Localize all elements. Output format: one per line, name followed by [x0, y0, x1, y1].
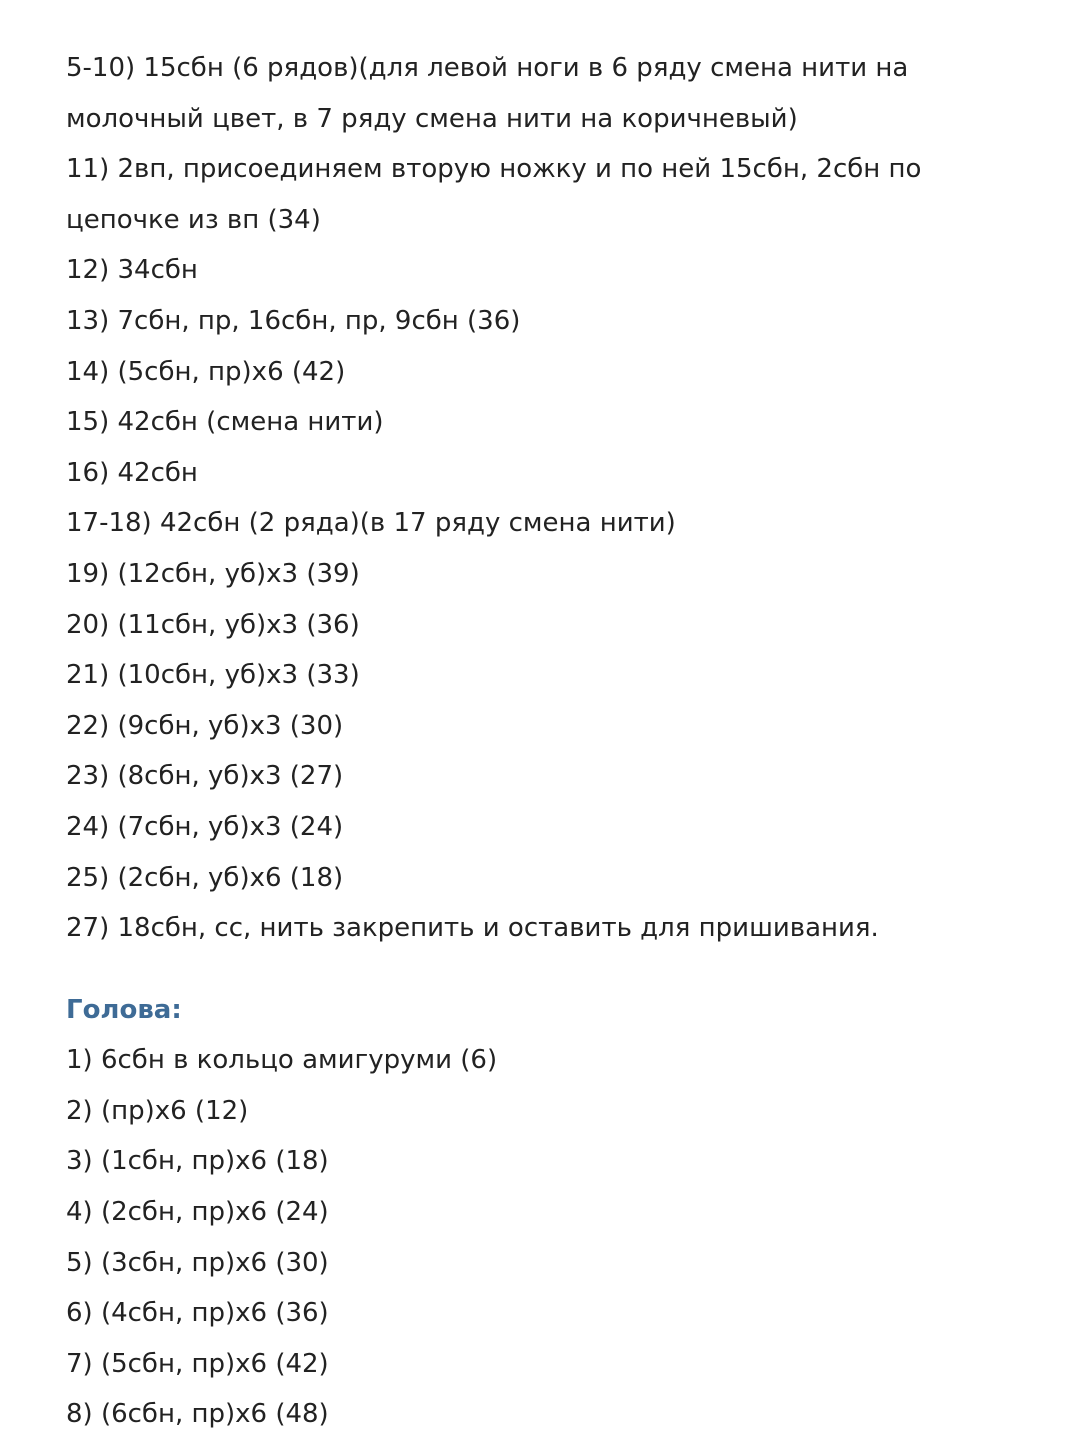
pattern-row: 5) (3сбн, пр)х6 (30): [66, 1247, 329, 1278]
pattern-row: 2) (пр)х6 (12): [66, 1095, 249, 1126]
pattern-row: 14) (5сбн, пр)х6 (42): [66, 356, 346, 387]
pattern-row: 13) 7сбн, пр, 16сбн, пр, 9сбн (36): [66, 305, 521, 336]
pattern-row: 24) (7сбн, уб)х3 (24): [66, 811, 344, 842]
pattern-row: 1) 6сбн в кольцо амигуруми (6): [66, 1045, 498, 1076]
pattern-row: 16) 42сбн: [66, 457, 198, 488]
pattern-row: 17-18) 42сбн (2 ряда)(в 17 ряду смена нити): [66, 508, 676, 539]
section-heading-head: Голова:: [66, 994, 182, 1025]
pattern-row: 5-10) 15сбн (6 рядов)(для левой ноги в 6 ряду смена нити на: [66, 53, 909, 83]
pattern-row: 4) (2сбн, пр)х6 (24): [66, 1197, 329, 1228]
pattern-row: 3) (1сбн, пр)х6 (18): [66, 1146, 329, 1177]
pattern-row: 12) 34сбн: [66, 255, 198, 286]
pattern-row: 7) (5сбн, пр)х6 (42): [66, 1348, 329, 1379]
pattern-row: цепочке из вп (34): [66, 204, 321, 235]
pattern-row: 6) (4сбн, пр)х6 (36): [66, 1298, 329, 1329]
pattern-row: 23) (8сбн, уб)х3 (27): [66, 761, 344, 792]
pattern-row: 19) (12сбн, уб)х3 (39): [66, 558, 360, 589]
pattern-row: молочный цвет, в 7 ряду смена нити на коричневый): [66, 103, 798, 134]
pattern-row: 21) (10сбн, уб)х3 (33): [66, 660, 360, 691]
pattern-document: [66, 43, 1046, 1440]
section-spacer: [66, 954, 1046, 985]
pattern-row: 8) (6сбн, пр)х6 (48): [66, 1399, 329, 1430]
pattern-row: 11) 2вп, присоединяем вторую ножку и по ней 15сбн, 2сбн по: [66, 154, 922, 185]
pattern-row: 15) 42сбн (смена нити): [66, 407, 384, 438]
pattern-row: 27) 18сбн, сс, нить закрепить и оставить для пришивания.: [66, 913, 879, 944]
pattern-row: 20) (11сбн, уб)х3 (36): [66, 609, 360, 640]
pattern-row: 25) (2сбн, уб)х6 (18): [66, 862, 344, 893]
pattern-row: 22) (9сбн, уб)х3 (30): [66, 710, 344, 741]
